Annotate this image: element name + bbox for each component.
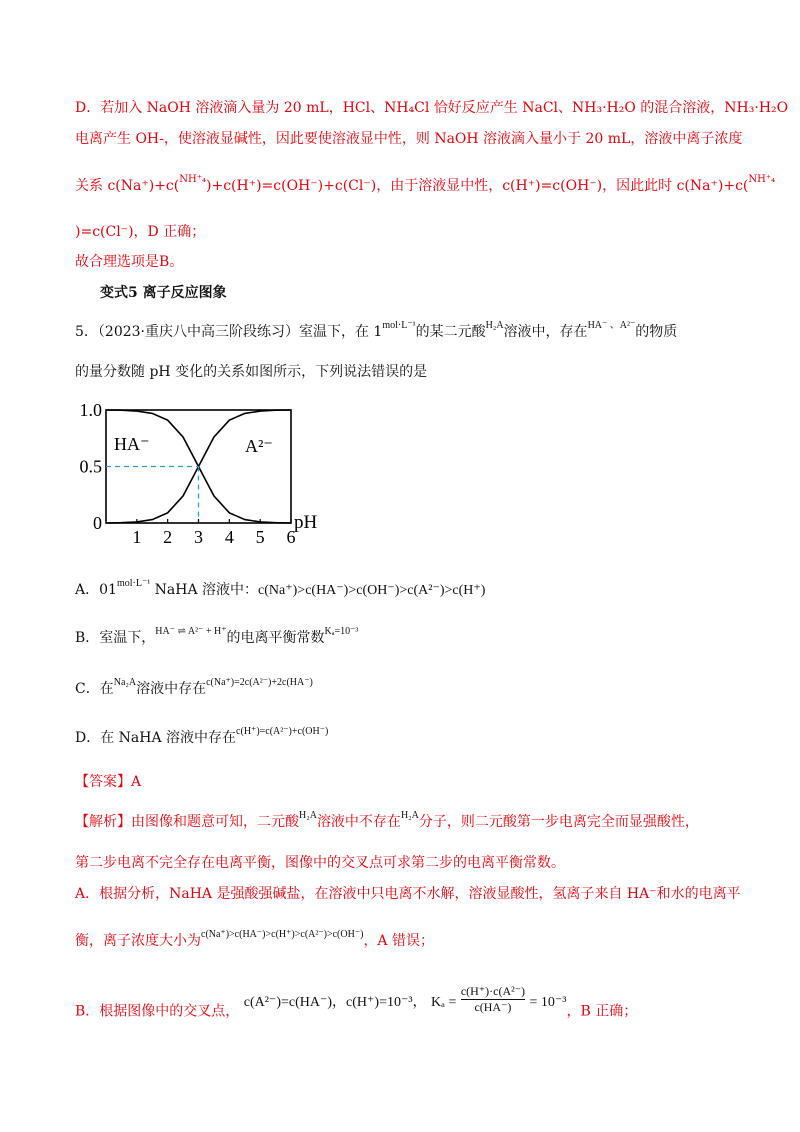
answer: 【答案】A	[75, 774, 142, 790]
y-ticks	[80, 400, 103, 533]
text: 溶液中不存在	[316, 814, 401, 830]
text: B．根据图像中的交叉点，	[75, 1003, 240, 1020]
part-d-line-4: )=c(Cl⁻)，D 正确；	[75, 224, 206, 240]
analysis-a-line-1: A．根据分析，NaHA 是强酸强碱盐，在溶液中只电离不水解，溶液显酸性，氢离子来自 HA⁻和水的电离平	[75, 886, 741, 902]
x-tick-label: 1	[132, 527, 142, 547]
unit: mol·L⁻¹	[116, 578, 151, 589]
part-d-line-3	[75, 176, 775, 198]
question-line-2: 的量分数随 pH 变化的关系如图所示，下列说法错误的是	[75, 364, 428, 380]
text: ，B 正确；	[566, 1003, 638, 1020]
y-tick-label: 1.0	[79, 400, 102, 420]
text: NaHA 溶液中：	[154, 582, 259, 598]
text: 的某二元酸	[415, 324, 486, 340]
option-label: B．室温下，	[75, 630, 156, 646]
x-axis-label: pH	[294, 512, 318, 533]
text: 5．（2023·重庆八中高三阶段练习）室温下，在 1	[75, 324, 383, 340]
option-label: A．01	[75, 582, 117, 598]
analysis-line-2: 第二步电离不完全存在电离平衡，图像中的交叉点可求第二步的电离平衡常数。	[75, 855, 565, 871]
ka: Kₐ=10⁻³	[324, 626, 359, 637]
species: HA⁻ 、A²⁻	[587, 320, 636, 331]
legend-ha: HA⁻	[114, 434, 150, 454]
analysis-a-line-2	[75, 931, 434, 953]
text: ，A 错误；	[363, 933, 434, 949]
part-d-line-2: 电离产生 OH-，使溶液显碱性，因此要使溶液显中性，则 NaOH 溶液滴入量小于 20 mL，溶液中离子浓度	[75, 131, 743, 147]
expression: c(Na⁺)=2c(A²⁻)+2c(HA⁻)	[206, 677, 313, 688]
option-a	[75, 580, 485, 602]
expression: c(Na⁺)>c(HA⁻)>c(H⁺)>c(A²⁻)>c(OH⁻)	[201, 929, 364, 940]
expression: c(H⁺)=c(A²⁻)+c(OH⁻)	[236, 726, 329, 737]
y-tick-label: 0.5	[79, 456, 102, 477]
ka-label: Kₐ =	[431, 994, 457, 1010]
equation: HA⁻ ⇌ A²⁻ + H⁺	[155, 626, 227, 637]
option-c	[75, 679, 313, 701]
analysis-b-line	[75, 984, 638, 1027]
option-label: D．在 NaHA 溶液中存在	[75, 730, 237, 746]
fraction-numerator: c(H⁺)·c(A²⁻)	[460, 984, 526, 998]
expression: c(Na⁺)>c(HA⁻)>c(OH⁻)>c(A²⁻)>c(H⁺)	[258, 583, 486, 598]
text: 溶液中，存在	[503, 324, 588, 340]
x-tick-label: 2	[163, 527, 173, 547]
option-b	[75, 628, 358, 650]
x-tick-label: 4	[224, 527, 234, 547]
x-tick-label: 6	[286, 527, 296, 547]
expression: c(A²⁻)=c(HA⁻)，c(H⁺)=10⁻³，	[243, 994, 427, 1010]
text: 的物质	[635, 324, 678, 340]
question-line-1	[75, 322, 677, 344]
x-tick-label: 3	[194, 527, 203, 547]
fraction-denominator: c(HA⁻)	[474, 1000, 512, 1014]
option-d	[75, 728, 328, 750]
analysis-tag: 【解析】	[75, 814, 131, 830]
analysis-line-1	[75, 812, 699, 834]
nh4-formula: NH⁺₄	[179, 174, 206, 185]
nh4-formula: NH⁺₄	[748, 174, 776, 185]
part-d-line-1: D．若加入 NaOH 溶液滴入量为 20 mL，HCl、NH₄Cl 恰好反应产生 NaCl、NH₃·H₂O 的混合溶液，NH₃·H₂O	[75, 100, 789, 116]
text: 由图像和题意可知，二元酸	[131, 814, 299, 830]
text: 分子，则二元酸第一步电离完全而显强酸性，	[418, 814, 699, 830]
ka-value: = 10⁻³	[529, 994, 567, 1010]
y-tick-label: 0	[93, 513, 102, 533]
section-title: 变式5 离子反应图象	[100, 285, 227, 301]
part-d-line-5: 故合理选项是B。	[75, 254, 184, 270]
formula: Na₂A	[113, 677, 137, 688]
text: 溶液中存在	[136, 681, 207, 697]
unit: mol·L⁻¹	[382, 320, 416, 331]
ka-fraction	[461, 984, 525, 1015]
fraction-ph-chart	[70, 400, 340, 550]
text: 衡，离子浓度大小为	[75, 933, 201, 949]
formula-h2a: H₂A	[485, 320, 504, 331]
option-label: C．在	[75, 681, 114, 697]
legend-a2: A²⁻	[245, 436, 273, 456]
text: 的电离平衡常数	[226, 630, 325, 646]
text: )+c(H⁺)=c(OH⁻)+c(Cl⁻)，由于溶液显中性，c(H⁺)=c(OH⁻)，因此此时 c(Na⁺)+c(	[206, 178, 749, 194]
x-tick-label: 5	[255, 527, 265, 547]
formula: H₂A	[400, 810, 419, 821]
text: 关系 c(Na⁺)+c(	[75, 178, 180, 194]
formula: H₂A	[299, 810, 317, 821]
